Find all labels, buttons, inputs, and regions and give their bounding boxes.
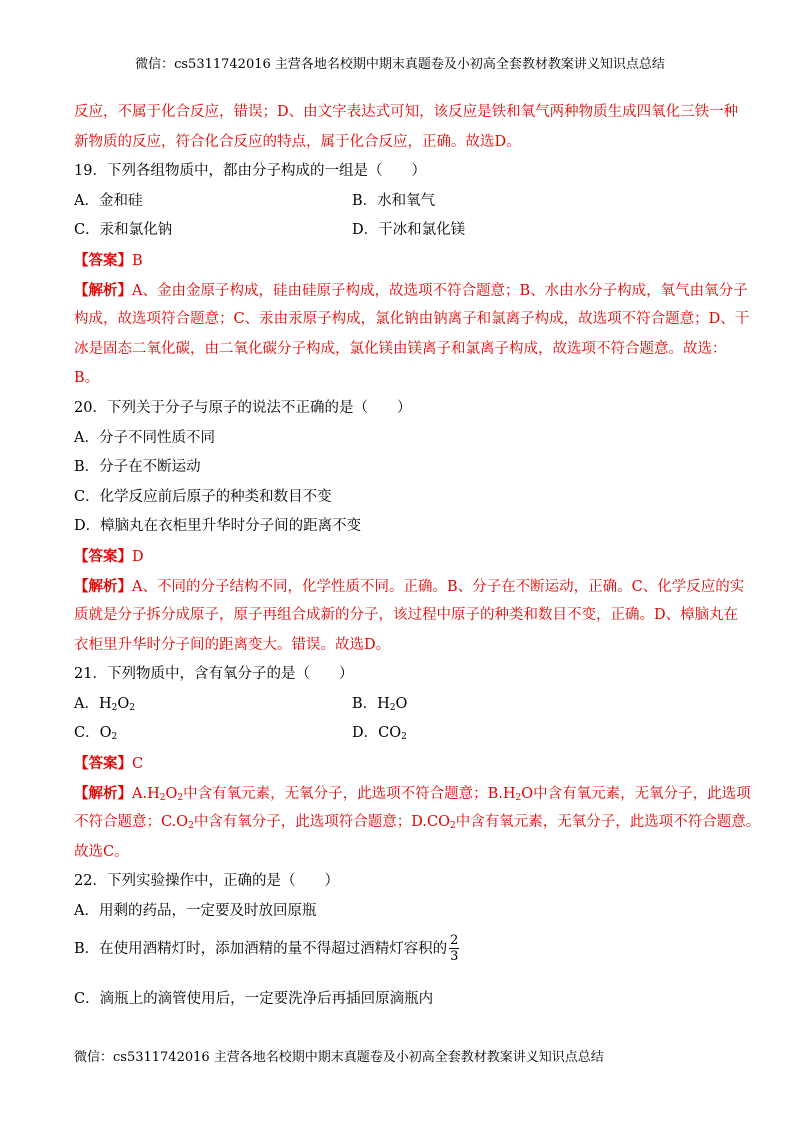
q21-explain-line-3: 故选C。 — [74, 843, 129, 860]
q21-option-c-prefix: C． — [74, 725, 100, 742]
q19-options-row-1 — [74, 187, 734, 217]
q20-explain-label: 【解析】 — [74, 577, 132, 595]
formula-subscript: 2 — [159, 792, 166, 803]
q20-option-c: C．化学反应前后原子的种类和数目不变 — [74, 488, 332, 505]
q20-option-d: D．樟脑丸在衣柜里升华时分子间的距离不变 — [74, 518, 362, 535]
q21-options-row-1 — [74, 690, 734, 720]
q19-explain-line-2: 构成，故选项符合题意；C、汞由汞原子构成，氯化钠由钠离子和氯离子构成，故选项不符合题意；D、干 — [74, 311, 750, 328]
q20-answer — [74, 542, 734, 572]
q19-option-a: A．金和硅 — [74, 192, 143, 209]
formula-part: H — [377, 695, 390, 712]
q19-explain-line-3: 冰是固态二氧化碳，由二氧化碳分子构成，氯化镁由镁离子和氯离子构成，故选项不符合题意。故选： — [74, 340, 727, 357]
q19-answer-label: 【答案】 — [74, 251, 132, 269]
fraction-denominator: 3 — [450, 949, 459, 965]
q19-answer — [74, 246, 734, 276]
explain-part: 中含有氧分子，此选项符合题意；D.CO — [193, 814, 451, 831]
formula-subscript: 2 — [111, 732, 118, 743]
fraction — [449, 933, 459, 964]
q21-answer-label: 【答案】 — [74, 755, 132, 773]
formula-subscript: 2 — [111, 702, 118, 713]
q22-option-c: C．滴瓶上的滴管使用后，一定要洗净后再插回原滴瓶内 — [74, 990, 434, 1007]
explain-part: 中含有氧元素，无氧分子，此选项不符合题意。 — [455, 814, 761, 831]
formula-part: O — [117, 695, 130, 712]
q20-explain-line-3: 衣柜里升华时分子间的距离变大。错误。故选D。 — [74, 636, 391, 653]
explain-part: 不符合题意；C.O — [74, 814, 189, 831]
formula-subscript: 2 — [129, 702, 135, 713]
q21-option-b — [352, 690, 407, 720]
q21-explain-label: 【解析】 — [74, 784, 132, 802]
explain-part: A.H — [132, 785, 160, 802]
q22-stem: 22．下列实验操作中，正确的是（ ） — [74, 873, 339, 890]
page-header: 微信：cs5311742016 主营各地名校期中期末真题卷及小初高全套教材教案讲义知识点总结 — [135, 57, 665, 72]
page-footer: 微信：cs5311742016 主营各地名校期中期末真题卷及小初高全套教材教案讲义知识点总结 — [74, 1050, 604, 1065]
formula-part: O — [99, 725, 112, 742]
formula-subscript: 2 — [177, 792, 184, 803]
formula-subscript: 2 — [188, 821, 194, 832]
q21-explain-line-2 — [74, 808, 761, 838]
q19-explain-line-1 — [74, 276, 748, 306]
q21-stem: 21．下列物质中，含有氧分子的是（ ） — [74, 666, 354, 683]
q19-options-row-2 — [74, 216, 734, 246]
formula-part: H — [98, 695, 112, 712]
explain-part: O中含有氧元素，无氧分子，此选项 — [521, 785, 751, 802]
q20-answer-label: 【答案】 — [74, 547, 132, 565]
explain-part: O — [165, 785, 178, 802]
q21-answer-value: C — [132, 756, 144, 773]
q20-option-b: B．分子在不断运动 — [74, 459, 201, 476]
q19-option-c: C．汞和氯化钠 — [74, 222, 173, 239]
q20-explain-line-2: 质就是分子拆分成原子，原子再组合成新的分子，该过程中原子的种类和数目不变，正确。D、樟脑丸在 — [74, 607, 739, 624]
q21-answer — [74, 749, 734, 779]
explain-part: 中含有氧元素，无氧分子，此选项不符合题意；B.H — [183, 785, 516, 802]
q20-stem: 20．下列关于分子与原子的说法不正确的是（ ） — [74, 399, 412, 416]
formula-part: O — [395, 695, 408, 712]
q19-explain-line-4: B。 — [74, 370, 100, 387]
q20-explain-line-1 — [74, 572, 745, 602]
q21-option-c — [74, 719, 352, 749]
q20-option-a: A．分子不同性质不同 — [74, 429, 215, 446]
formula-subscript: 2 — [401, 732, 407, 743]
q19-explain-label: 【解析】 — [74, 281, 132, 299]
q22-option-a: A．用剩的药品，一定要及时放回原瓶 — [74, 903, 317, 920]
q22-option-b — [74, 927, 734, 971]
q19-option-d: D．干冰和氯化镁 — [352, 222, 466, 239]
prev-explain-line-1: 反应，不属于化合反应，错误；D、由文字表达式可知，该反应是铁和氧气两种物质生成四氧化三铁一种 — [74, 104, 739, 120]
document-body — [74, 98, 761, 1014]
q21-option-d — [352, 719, 407, 749]
q20-explain-text-1: A、不同的分子结构不同，化学性质不同。正确。B、分子在不断运动，正确。C、化学反应的实 — [132, 578, 745, 595]
q22-option-b-text: B．在使用酒精灯时，添加酒精的量不得超过酒精灯容积的 — [74, 940, 448, 957]
q21-option-d-prefix: D． — [352, 725, 379, 742]
formula-part: CO — [378, 725, 402, 742]
q20-answer-value: D — [132, 548, 144, 565]
q19-answer-value: B — [132, 252, 143, 269]
q19-explain-text-1: A、金由金原子构成，硅由硅原子构成，故选项不符合题意；B、水由水分子构成，氧气由氧分子 — [132, 282, 748, 299]
q19-stem: 19．下列各组物质中，都由分子构成的一组是（ ） — [74, 163, 426, 180]
q21-option-b-prefix: B． — [352, 695, 378, 712]
q21-options-row-2 — [74, 719, 734, 749]
q19-option-b: B．水和氧气 — [352, 192, 436, 209]
formula-subscript: 2 — [389, 702, 396, 713]
q21-explain-line-1 — [74, 779, 751, 809]
formula-subscript: 2 — [515, 792, 522, 803]
formula-subscript: 2 — [450, 821, 456, 832]
prev-explain-line-2: 新物质的反应，符合化合反应的特点，属于化合反应，正确。故选D。 — [74, 133, 521, 150]
spacer — [74, 971, 734, 985]
fraction-numerator: 2 — [450, 933, 459, 949]
q21-option-a-prefix: A． — [74, 695, 99, 712]
q21-option-a — [74, 690, 352, 720]
